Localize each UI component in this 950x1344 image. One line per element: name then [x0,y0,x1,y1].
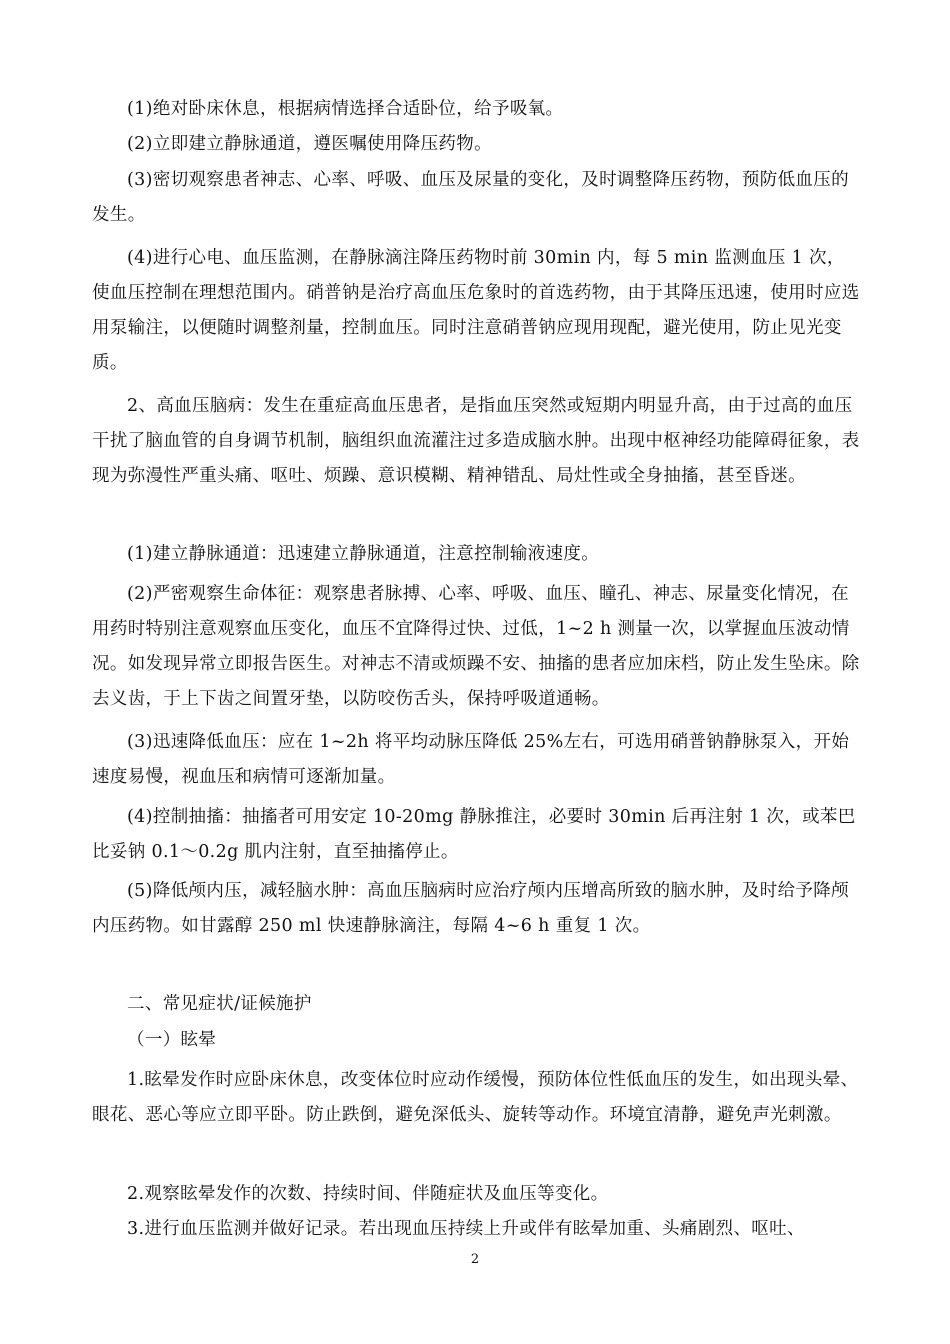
paragraph-13: 3.进行血压监测并做好记录。若出现血压持续上升或伴有眩晕加重、头痛剧烈、呕吐、 [127,1219,805,1239]
paragraph-9: (4)控制抽搐：抽搐者可用安定 10-20mg 静脉推注，必要时 30min 后再注射 1 次，或苯巴比妥钠 0.1～0.2g 肌内注射，直至抽搐停止。 [92,807,856,862]
subsection-heading: （一）眩晕 [127,1030,217,1050]
paragraph-1: (1)绝对卧床休息，根据病情选择合适卧位，给予吸氧。 [127,99,564,119]
paragraph-11: 1.眩晕发作时应卧床休息，改变体位时应动作缓慢，预防体位性低血压的发生，如出现头晕、眼花、恶心等应立即平卧。防止跌倒，避免深低头、旋转等动作。环境宜清静，避免声光刺激。 [92,1070,859,1125]
paragraph-7: (2)严密观察生命体征：观察患者脉搏、心率、呼吸、血压、瞳孔、神志、尿量变化情况，在用药时特别注意观察血压变化，血压不宜降得过快、过低，1~2 h 测量一次，以掌握血压波动情况。如发现异常立即报告医生。对神志不清或烦躁不安、抽搐的患者应加床档，防止发生坠床。除去义齿，于上下齿之间置牙垫，以防咬伤舌头，保持呼吸道通畅。 [92,584,860,709]
paragraph-6: (1)建立静脉通道：迅速建立静脉通道，注意控制输液速度。 [127,544,600,564]
paragraph-8: (3)迅速降低血压：应在 1~2h 将平均动脉压降低 25%左右，可选用硝普钠静脉泵入，开始速度易慢，视血压和病情可逐渐加量。 [92,732,850,787]
paragraph-5: 2、高血压脑病：发生在重症高血压患者，是指血压突然或短期内明显升高，由于过高的血压干扰了脑血管的自身调节机制，脑组织血流灌注过多造成脑水肿。出现中枢神经功能障碍征象，表现为弥漫性严重头痛、呕吐、烦躁、意识模糊、精神错乱、局灶性或全身抽搐，甚至昏迷。 [92,396,860,486]
paragraph-2: (2)立即建立静脉通道，遵医嘱使用降压药物。 [127,134,492,154]
page-number: 2 [470,1252,480,1267]
section-heading: 二、常见症状/证候施护 [127,994,312,1014]
paragraph-4: (4)进行心电、血压监测，在静脉滴注降压药物时前 30min 内，每 5 min 监测血压 1 次，使血压控制在理想范围内。硝普钠是治疗高血压危象时的首选药物，由于其降压迅速，使用时应选用泵输注，以便随时调整剂量，控制血压。同时注意硝普钠应现用现配，避光使用，防止见光变质。 [92,248,860,373]
paragraph-10: (5)降低颅内压，减轻脑水肿：高血压脑病时应治疗颅内压增高所致的脑水肿，及时给予降颅内压药物。如甘露醇 250 ml 快速静脉滴注，每隔 4~6 h 重复 1 次。 [92,881,849,936]
paragraph-3: (3)密切观察患者神志、心率、呼吸、血压及尿量的变化，及时调整降压药物，预防低血压的发生。 [92,170,849,225]
paragraph-12: 2.观察眩晕发作的次数、持续时间、伴随症状及血压等变化。 [127,1184,609,1204]
